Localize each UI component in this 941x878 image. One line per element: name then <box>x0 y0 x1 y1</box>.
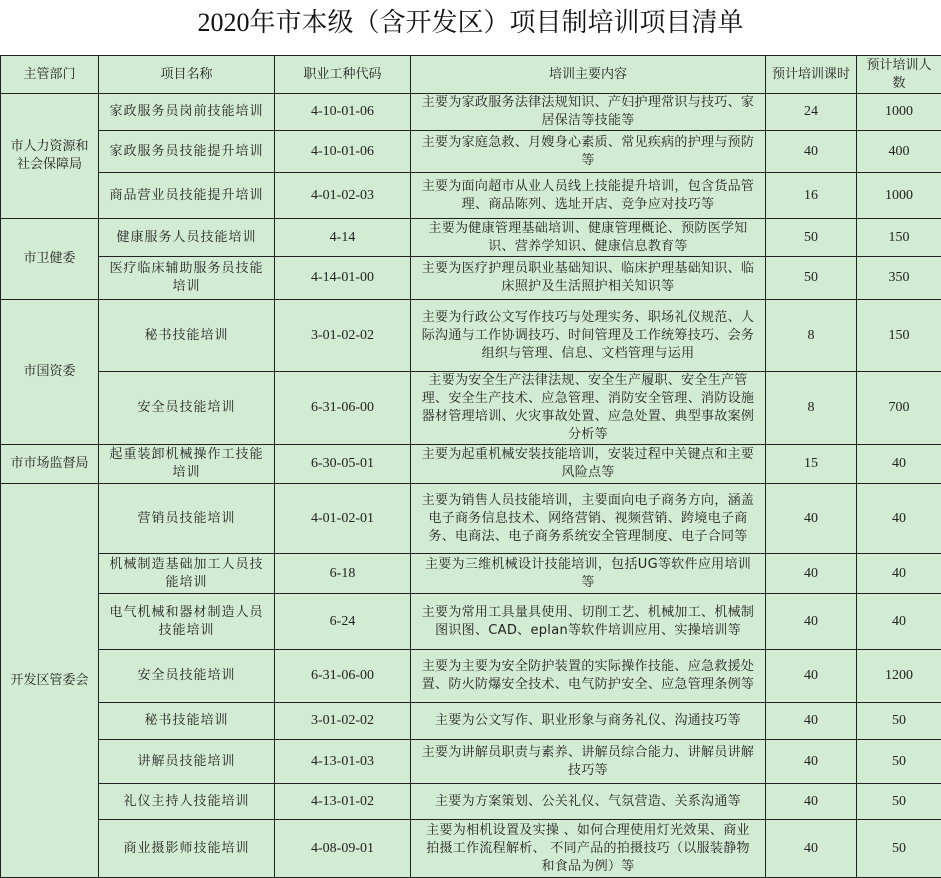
occupation-code-cell: 6-31-06-00 <box>275 372 411 445</box>
dept-cell: 市市场监督局 <box>1 445 99 484</box>
trainee-count-cell: 700 <box>857 372 941 445</box>
training-content-cell: 主要为三维机械设计技能培训，包括UG等软件应用培训等 <box>411 554 766 594</box>
table-row <box>1 820 941 878</box>
occupation-code-cell: 4-01-02-03 <box>275 173 411 219</box>
project-name-cell: 营销员技能培训 <box>99 484 275 554</box>
training-hours-cell: 8 <box>766 300 857 372</box>
occupation-code-cell: 4-08-09-01 <box>275 820 411 878</box>
occupation-code-cell: 4-10-01-06 <box>275 94 411 131</box>
project-name-cell: 讲解员技能培训 <box>99 740 275 784</box>
training-hours-cell: 40 <box>766 484 857 554</box>
training-content-cell: 主要为医疗护理员职业基础知识、临床护理基础知识、临床照护及生活照护相关知识等 <box>411 257 766 300</box>
trainee-count-cell: 40 <box>857 554 941 594</box>
project-name-cell: 机械制造基础加工人员技能培训 <box>99 554 275 594</box>
trainee-count-cell: 1200 <box>857 650 941 703</box>
training-content-cell: 主要为家政服务法律法规知识、产妇护理常识与技巧、家居保洁等技能等 <box>411 94 766 131</box>
training-hours-cell: 40 <box>766 740 857 784</box>
trainee-count-cell: 150 <box>857 300 941 372</box>
project-name-cell: 家政服务员技能提升培训 <box>99 131 275 173</box>
training-content-cell: 主要为健康管理基础培训、健康管理概论、预防医学知识、营养学知识、健康信息教育等 <box>411 219 766 257</box>
project-name-cell: 起重装卸机械操作工技能培训 <box>99 445 275 484</box>
dept-cell: 市卫健委 <box>1 219 99 300</box>
project-name-cell: 商品营业员技能提升培训 <box>99 173 275 219</box>
occupation-code-cell: 6-18 <box>275 554 411 594</box>
training-hours-cell: 40 <box>766 784 857 820</box>
training-content-cell: 主要为讲解员职责与素养、讲解员综合能力、讲解员讲解技巧等 <box>411 740 766 784</box>
table-row <box>1 173 941 219</box>
header-row <box>1 56 941 94</box>
occupation-code-cell: 6-30-05-01 <box>275 445 411 484</box>
table-row <box>1 703 941 740</box>
table-row <box>1 484 941 554</box>
project-name-cell: 秘书技能培训 <box>99 300 275 372</box>
table-row <box>1 257 941 300</box>
dept-cell: 市人力资源和社会保障局 <box>1 94 99 219</box>
training-content-cell: 主要为起重机械安装技能培训，安装过程中关键点和主要风险点等 <box>411 445 766 484</box>
occupation-code-cell: 4-13-01-03 <box>275 740 411 784</box>
training-hours-cell: 16 <box>766 173 857 219</box>
training-hours-cell: 40 <box>766 554 857 594</box>
header-dept: 主管部门 <box>1 56 99 94</box>
occupation-code-cell: 4-13-01-02 <box>275 784 411 820</box>
header-name: 项目名称 <box>99 56 275 94</box>
project-name-cell: 电气机械和器材制造人员技能培训 <box>99 594 275 650</box>
project-name-cell: 秘书技能培训 <box>99 703 275 740</box>
occupation-code-cell: 4-10-01-06 <box>275 131 411 173</box>
project-name-cell: 安全员技能培训 <box>99 650 275 703</box>
dept-cell: 市国资委 <box>1 300 99 445</box>
header-content: 培训主要内容 <box>411 56 766 94</box>
header-hours: 预计培训课时 <box>766 56 857 94</box>
table-row <box>1 784 941 820</box>
table-row <box>1 131 941 173</box>
header-people: 预计培训人数 <box>857 56 941 94</box>
training-hours-cell: 24 <box>766 94 857 131</box>
table-row <box>1 554 941 594</box>
occupation-code-cell: 4-14-01-00 <box>275 257 411 300</box>
occupation-code-cell: 6-31-06-00 <box>275 650 411 703</box>
table-row <box>1 594 941 650</box>
project-name-cell: 礼仪主持人技能培训 <box>99 784 275 820</box>
table-row <box>1 740 941 784</box>
table-row <box>1 94 941 131</box>
project-name-cell: 健康服务人员技能培训 <box>99 219 275 257</box>
trainee-count-cell: 40 <box>857 594 941 650</box>
trainee-count-cell: 50 <box>857 703 941 740</box>
training-content-cell: 主要为公文写作、职业形象与商务礼仪、沟通技巧等 <box>411 703 766 740</box>
table-row <box>1 219 941 257</box>
table-row <box>1 445 941 484</box>
table-row <box>1 300 941 372</box>
trainee-count-cell: 40 <box>857 445 941 484</box>
trainee-count-cell: 1000 <box>857 173 941 219</box>
occupation-code-cell: 3-01-02-02 <box>275 300 411 372</box>
occupation-code-cell: 3-01-02-02 <box>275 703 411 740</box>
project-name-cell: 医疗临床辅助服务员技能培训 <box>99 257 275 300</box>
trainee-count-cell: 400 <box>857 131 941 173</box>
occupation-code-cell: 4-01-02-01 <box>275 484 411 554</box>
training-hours-cell: 15 <box>766 445 857 484</box>
training-hours-cell: 50 <box>766 219 857 257</box>
training-hours-cell: 40 <box>766 703 857 740</box>
dept-cell: 开发区管委会 <box>1 484 99 878</box>
training-content-cell: 主要为相机设置及实操 、如何合理使用灯光效果、商业拍摄工作流程解析、 不同产品的拍摄技巧（以服装静物和食品为例）等 <box>411 820 766 878</box>
training-hours-cell: 40 <box>766 650 857 703</box>
training-hours-cell: 8 <box>766 372 857 445</box>
project-name-cell: 安全员技能培训 <box>99 372 275 445</box>
project-table <box>0 55 941 878</box>
training-hours-cell: 40 <box>766 820 857 878</box>
training-content-cell: 主要为行政公文写作技巧与处理实务、职场礼仪规范、人际沟通与工作协调技巧、时间管理及工作统筹技巧、会务组织与管理、信息、文档管理与运用 <box>411 300 766 372</box>
training-content-cell: 主要为面向超市从业人员线上技能提升培训，包含货品管理、商品陈列、选址开店、竞争应对技巧等 <box>411 173 766 219</box>
training-content-cell: 主要为安全生产法律法规、安全生产履职、安全生产管理、安全生产技术、应急管理、消防安全管理、消防设施器材管理培训、火灾事故处置、应急处置、典型事故案例分析等 <box>411 372 766 445</box>
training-content-cell: 主要为方案策划、公关礼仪、气氛营造、关系沟通等 <box>411 784 766 820</box>
header-code: 职业工种代码 <box>275 56 411 94</box>
table-row <box>1 650 941 703</box>
training-content-cell: 主要为主要为安全防护装置的实际操作技能、应急救援处置、防火防爆安全技术、电气防护安全、应急管理条例等 <box>411 650 766 703</box>
trainee-count-cell: 50 <box>857 820 941 878</box>
training-content-cell: 主要为销售人员技能培训，主要面向电子商务方向，涵盖电子商务信息技术、网络营销、视频营销、跨境电子商务、电商法、电子商务系统安全管理制度、电子合同等 <box>411 484 766 554</box>
trainee-count-cell: 50 <box>857 784 941 820</box>
training-content-cell: 主要为家庭急救、月嫂身心素质、常见疾病的护理与预防等 <box>411 131 766 173</box>
training-hours-cell: 40 <box>766 594 857 650</box>
project-name-cell: 商业摄影师技能培训 <box>99 820 275 878</box>
trainee-count-cell: 150 <box>857 219 941 257</box>
project-name-cell: 家政服务员岗前技能培训 <box>99 94 275 131</box>
table-row <box>1 372 941 445</box>
occupation-code-cell: 4-14 <box>275 219 411 257</box>
trainee-count-cell: 50 <box>857 740 941 784</box>
trainee-count-cell: 1000 <box>857 94 941 131</box>
trainee-count-cell: 40 <box>857 484 941 554</box>
training-hours-cell: 50 <box>766 257 857 300</box>
occupation-code-cell: 6-24 <box>275 594 411 650</box>
trainee-count-cell: 350 <box>857 257 941 300</box>
training-hours-cell: 40 <box>766 131 857 173</box>
page-title: 2020年市本级（含开发区）项目制培训项目清单 <box>0 0 941 55</box>
training-content-cell: 主要为常用工具量具使用、切削工艺、机械加工、机械制图识图、CAD、eplan等软件培训应用、实操培训等 <box>411 594 766 650</box>
